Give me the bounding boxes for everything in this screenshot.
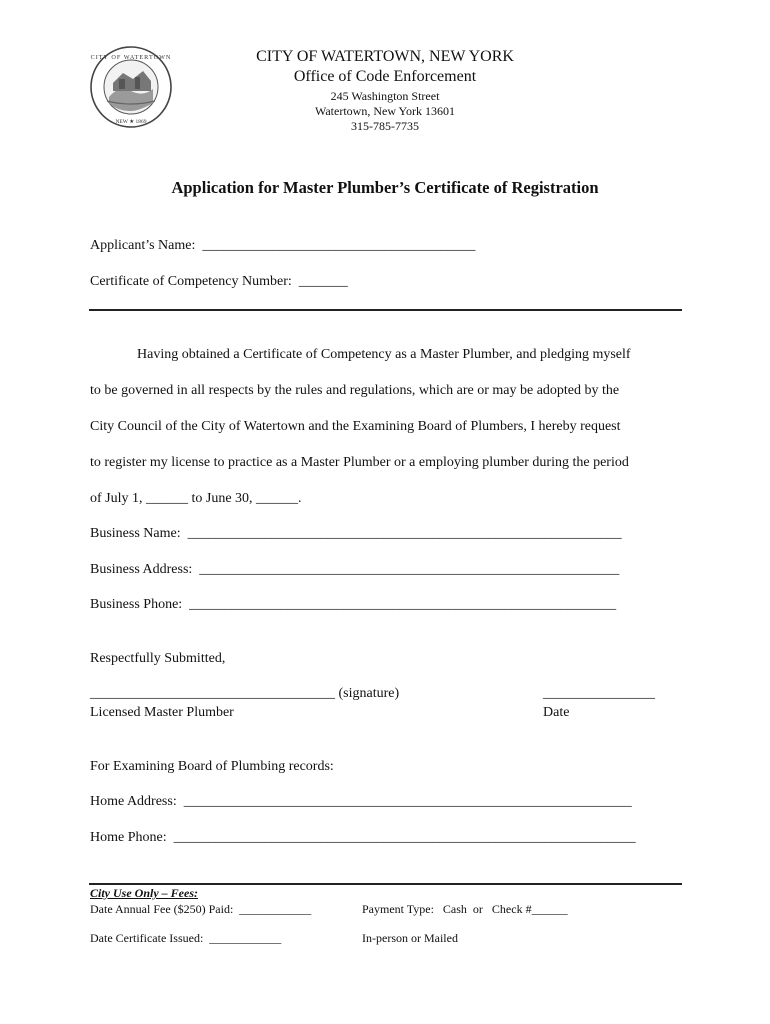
applicant-name-field[interactable]: Applicant’s Name: _______________________________________ <box>90 238 476 253</box>
date-label: Date <box>543 705 570 720</box>
business-address-field[interactable]: Business Address: ____________________________________________________________ <box>90 562 620 577</box>
city-name: CITY OF WATERTOWN, NEW YORK <box>256 48 514 65</box>
business-name-field[interactable]: Business Name: ______________________________________________________________ <box>90 526 622 541</box>
signature-field[interactable]: ___________________________________ (signature) <box>90 686 400 701</box>
svg-text:CITY OF WATERTOWN: CITY OF WATERTOWN <box>90 54 172 61</box>
licensed-master-plumber-label: Licensed Master Plumber <box>90 705 234 720</box>
business-phone-field[interactable]: Business Phone: _____________________________________________________________ <box>90 597 617 612</box>
delivery-method-field[interactable]: In-person or Mailed <box>362 931 458 945</box>
license-period-field[interactable]: of July 1, ______ to June 30, ______. <box>90 491 302 506</box>
form-title: Application for Master Plumber’s Certificate of Registration <box>171 178 599 197</box>
city-use-heading: City Use Only – Fees: <box>90 886 198 900</box>
certificate-issued-field[interactable]: Date Certificate Issued: ____________ <box>90 931 282 945</box>
street-address: 245 Washington Street <box>330 89 440 103</box>
body-line-4: to register my license to practice as a Master Plumber or a employing plumber during the period <box>90 455 629 470</box>
phone-number: 315-785-7735 <box>351 119 419 133</box>
home-address-field[interactable]: Home Address: ________________________________________________________________ <box>90 794 632 809</box>
divider-top <box>89 309 682 311</box>
body-line-2: to be governed in all respects by the rules and regulations, which are or may be adopted by the <box>90 383 620 398</box>
annual-fee-field[interactable]: Date Annual Fee ($250) Paid: ____________ <box>90 902 312 916</box>
divider-bottom <box>89 883 682 885</box>
payment-type-field[interactable]: Payment Type: Cash or Check #______ <box>362 902 568 916</box>
city-state-zip: Watertown, New York 13601 <box>314 104 456 118</box>
body-line-3: City Council of the City of Watertown and the Examining Board of Plumbers, I hereby request <box>90 419 621 434</box>
competency-number-field[interactable]: Certificate of Competency Number: _______ <box>90 274 348 289</box>
records-heading: For Examining Board of Plumbing records: <box>90 759 334 774</box>
date-field[interactable]: ________________ <box>543 686 655 701</box>
home-phone-field[interactable]: Home Phone: __________________________________________________________________ <box>90 830 636 845</box>
office-name: Office of Code Enforcement <box>293 68 477 85</box>
body-line-1: Having obtained a Certificate of Competency as a Master Plumber, and pledging myself <box>137 347 631 362</box>
respectfully-submitted: Respectfully Submitted, <box>90 651 226 666</box>
svg-text:NEW ★ 1869: NEW ★ 1869 <box>115 119 147 125</box>
